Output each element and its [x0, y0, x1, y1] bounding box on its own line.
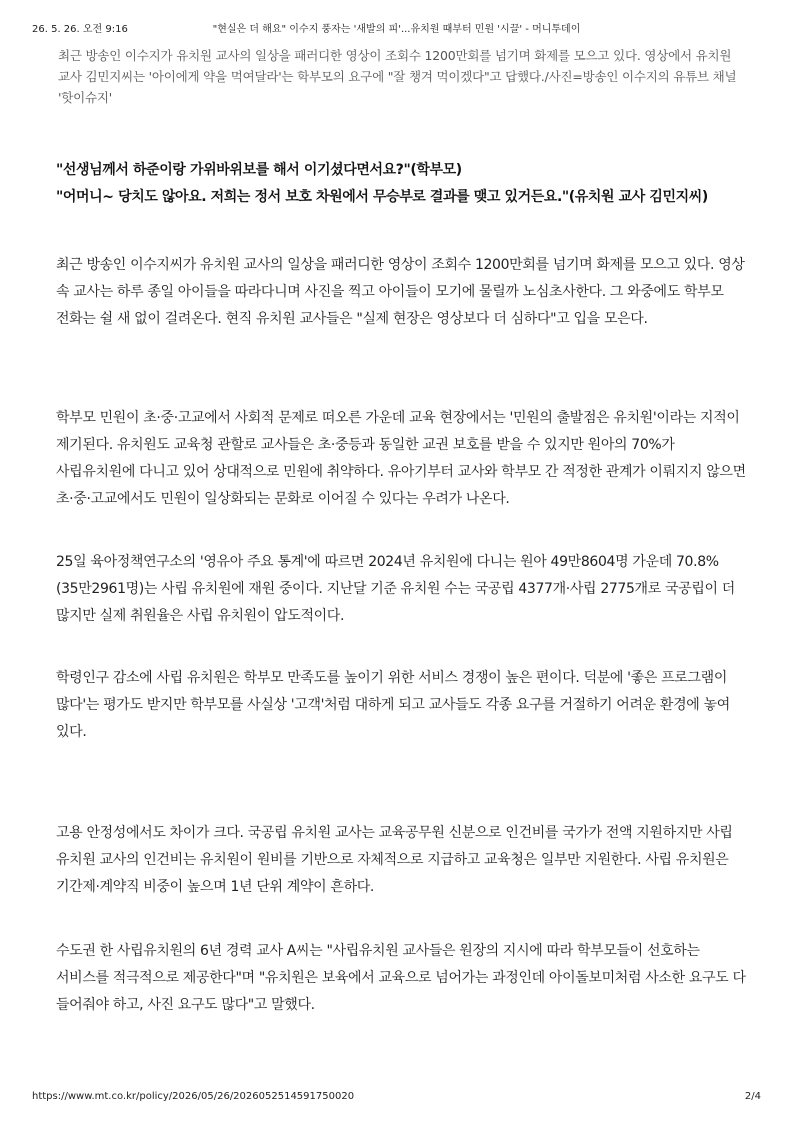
quote-line-teacher: "어머니~ 당치도 않아요. 저희는 정서 보호 차원에서 무승부로 결과를 맺고 있거든요."(유치원 교사 김민지씨)	[56, 189, 708, 205]
page-number: 2/4	[744, 1091, 761, 1102]
article-paragraph-4: 학령인구 감소에 사립 유치원은 학부모 만족도를 높이기 위한 서비스 경쟁이 높은 편이다. 덕분에 '좋은 프로그램이 많다'는 평가도 받지만 학부모를 사실상 '고객'처럼 대하게 되고 교사들도 각종 요구를 거절하기 어려운 환경에 놓여 있다.	[56, 670, 730, 740]
article-paragraph-3: 25일 육아정책연구소의 '영유아 주요 통계'에 따르면 2024년 유치원에 다니는 원아 49만8604명 가운데 70.8%(35만2961명)는 사립 유치원에 재원 중이다. 지난달 기준 유치원 수는 국공립 4377개·사립 2775개로 국공립이 더 많지만 실제 취원율은 사립 유치원이 압도적이다.	[56, 554, 735, 624]
article-paragraph-5: 고용 안정성에서도 차이가 크다. 국공립 유치원 교사는 교육공무원 신분으로 인건비를 국가가 전액 지원하지만 사립 유치원 교사의 인건비는 유치원이 원비를 기반으로 자체적으로 지급하고 교육청은 일부만 지원한다. 사립 유치원은 기간제·계약직 비중이 높으며 1년 단위 계약이 흔하다.	[56, 825, 733, 895]
print-datetime: 26. 5. 26. 오전 9:16	[32, 24, 128, 35]
article-paragraph-1: 최근 방송인 이수지씨가 유치원 교사의 일상을 패러디한 영상이 조회수 1200만회를 넘기며 화제를 모으고 있다. 영상 속 교사는 하루 종일 아이들을 따라다니며 사진을 찍고 아이들이 모기에 물릴까 노심초사한다. 그 와중에도 학부모 전화는 쉴 새 없이 걸려온다. 현직 유치원 교사들은 "실제 현장은 영상보다 더 심하다"고 입을 모은다.	[56, 257, 745, 327]
quote-line-parent: "선생님께서 하준이랑 가위바위보를 해서 이기셨다면서요?"(학부모)	[56, 162, 462, 178]
photo-caption: 최근 방송인 이수지가 유치원 교사의 일상을 패러디한 영상이 조회수 1200만회를 넘기며 화제를 모으고 있다. 영상에서 유치원 교사 김민지씨는 '아이에게 약을 먹여달라'는 학부모의 요구에 "잘 챙겨 먹이겠다"고 답했다./사진=방송인 이수지의 유튜브 채널 '핫이슈지'	[58, 48, 737, 105]
article-paragraph-2: 학부모 민원이 초·중·고교에서 사회적 문제로 떠오른 가운데 교육 현장에서는 '민원의 출발점은 유치원'이라는 지적이 제기된다. 유치원도 교육청 관할로 교사들은 초·중등과 동일한 교권 보호를 받을 수 있지만 원아의 70%가 사립유치원에 다니고 있어 상대적으로 민원에 취약하다. 유아기부터 교사와 학부모 간 적정한 관계가 이뤄지지 않으면 초·중·고교에서도 민원이 일상화되는 문화로 이어질 수 있다는 우려가 나온다.	[56, 410, 746, 507]
print-page-title: "현실은 더 해요" 이수지 풍자는 '새발의 피'...유치원 때부터 민원 '시끌' - 머니투데이	[212, 24, 581, 35]
print-url: https://www.mt.co.kr/policy/2026/05/26/2026052514591750020	[32, 1091, 355, 1102]
dialogue-quote	[56, 157, 746, 211]
article-paragraph-6: 수도권 한 사립유치원의 6년 경력 교사 A씨는 "사립유치원 교사들은 원장의 지시에 따라 학부모들이 선호하는 서비스를 적극적으로 제공한다"며 "유치원은 보육에서 교육으로 넘어가는 과정인데 아이돌보미처럼 사소한 요구도 다 들어줘야 하고, 사진 요구도 많다"고 말했다.	[56, 943, 746, 1013]
